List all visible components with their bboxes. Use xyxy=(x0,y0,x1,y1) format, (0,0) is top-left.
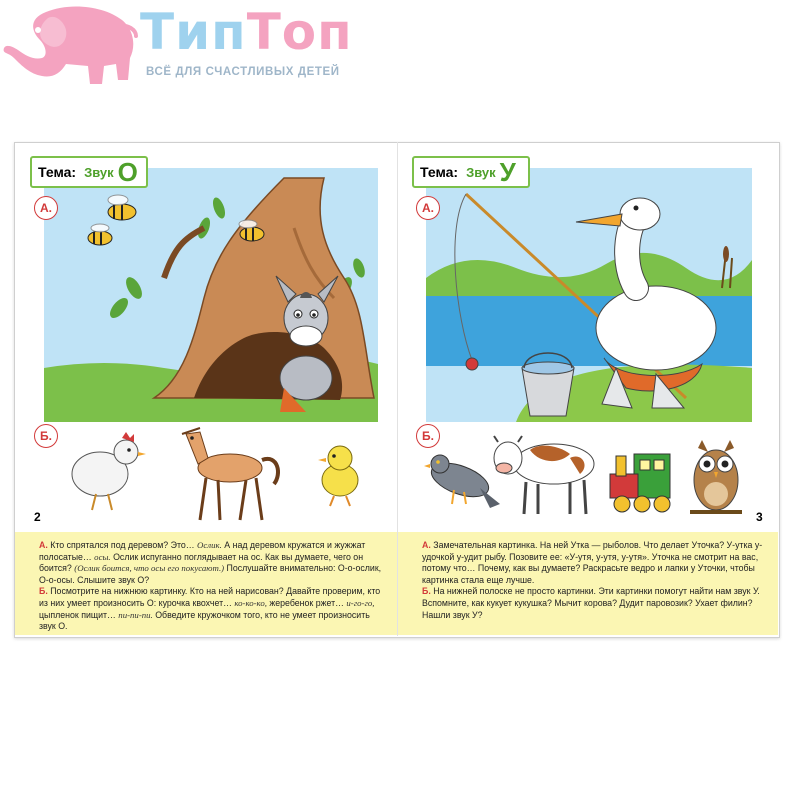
elephant-icon xyxy=(0,0,140,92)
topic-label-o xyxy=(30,156,148,188)
topic-sound: Звук xyxy=(84,164,114,180)
brand-name-part1: Тип xyxy=(140,3,247,61)
text-fragment: На нижней полоске не просто картинки. Эти картинки помогут найти нам звук У. Вспомните, как кукует кукушка? Мычит корова? Дудит паровозик? Ухает филин? Нашли звук У? xyxy=(422,586,760,620)
hen-icon xyxy=(72,432,146,510)
scene-duck-fishing xyxy=(426,168,752,422)
strip-left xyxy=(30,424,380,532)
page-number-left: 2 xyxy=(34,510,41,524)
marker-b-right: Б. xyxy=(416,424,440,448)
strip-right xyxy=(420,424,760,532)
text-fragment: Замечательная картинка. На ней Утка — рыболов. Что делает Уточка? У-утка у-удочкой у-удит рыбу. Позовите ее: «У-утя, у-утя, у-утя». Уточка не смотрит на вас, потому что… Почему, как вы думаете? Раскрасьте ведро и лапки у Уточки, чтобы картинка стала еще лучше. xyxy=(422,540,763,585)
scene-donkey-tree xyxy=(44,168,378,422)
topic-letter: О xyxy=(117,157,138,187)
topic-label-u xyxy=(412,156,530,188)
chick-icon xyxy=(318,446,358,506)
page-number-right: 3 xyxy=(756,510,763,524)
instruction-text-right xyxy=(398,532,778,635)
answer-fragment: осы. xyxy=(94,551,111,562)
label-b: Б. xyxy=(39,586,48,597)
marker-a-right: А. xyxy=(416,196,440,220)
cuckoo-icon xyxy=(424,455,500,508)
text-fragment: Обведите кружочком того, кто не умеет произносить звук О. xyxy=(39,609,370,632)
text-fragment: Ослик испуганно поглядывает на ос. Как вы думаете, чего он боится? xyxy=(39,551,364,574)
answer-fragment: Ослик. xyxy=(197,540,222,550)
answer-fragment: (Ослик боится, что осы его покусают.) xyxy=(74,563,225,574)
label-a: А. xyxy=(39,540,48,550)
answer-fragment: пи-пи-пи. xyxy=(118,609,153,620)
label-b: Б. xyxy=(422,586,431,597)
instruction-text-left xyxy=(15,532,397,635)
topic-sound: Звук xyxy=(466,164,496,180)
answer-fragment: и-го-го, xyxy=(346,597,375,608)
train-icon xyxy=(610,454,670,512)
store-logo[interactable] xyxy=(0,0,380,100)
brand-name xyxy=(140,2,353,62)
text-fragment: Посмотрите на нижнюю картинку. Кто на ней нарисован? Давайте проверим, кто из них умеет произносить О: курочка квохчет… xyxy=(39,586,381,608)
owl-icon xyxy=(690,440,742,512)
text-fragment: А над деревом кружатся и жужжат полосатые… xyxy=(39,540,366,562)
topic-label: Тема: xyxy=(420,164,459,180)
marker-a-left: А. xyxy=(34,196,58,220)
cow-icon xyxy=(494,436,594,514)
topic-label: Тема: xyxy=(38,164,77,180)
text-fragment: Кто спрятался под деревом? Это… xyxy=(47,540,198,550)
brand-tagline: ВСЁ ДЛЯ СЧАСТЛИВЫХ ДЕТЕЙ xyxy=(146,66,340,78)
answer-fragment: ко-ко-ко, xyxy=(234,597,267,608)
topic-letter: У xyxy=(499,157,516,187)
brand-name-part2: Топ xyxy=(246,3,353,61)
text-fragment: Послушайте внимательно: О-о-ослик, О-о-осы. Слышите звук О? xyxy=(39,563,382,585)
text-fragment: жеребенок ржет… xyxy=(266,597,347,608)
label-a: А. xyxy=(422,540,431,550)
marker-b-left: Б. xyxy=(34,424,58,448)
foal-icon xyxy=(182,428,278,520)
text-fragment: цыпленок пищит… xyxy=(39,609,119,620)
